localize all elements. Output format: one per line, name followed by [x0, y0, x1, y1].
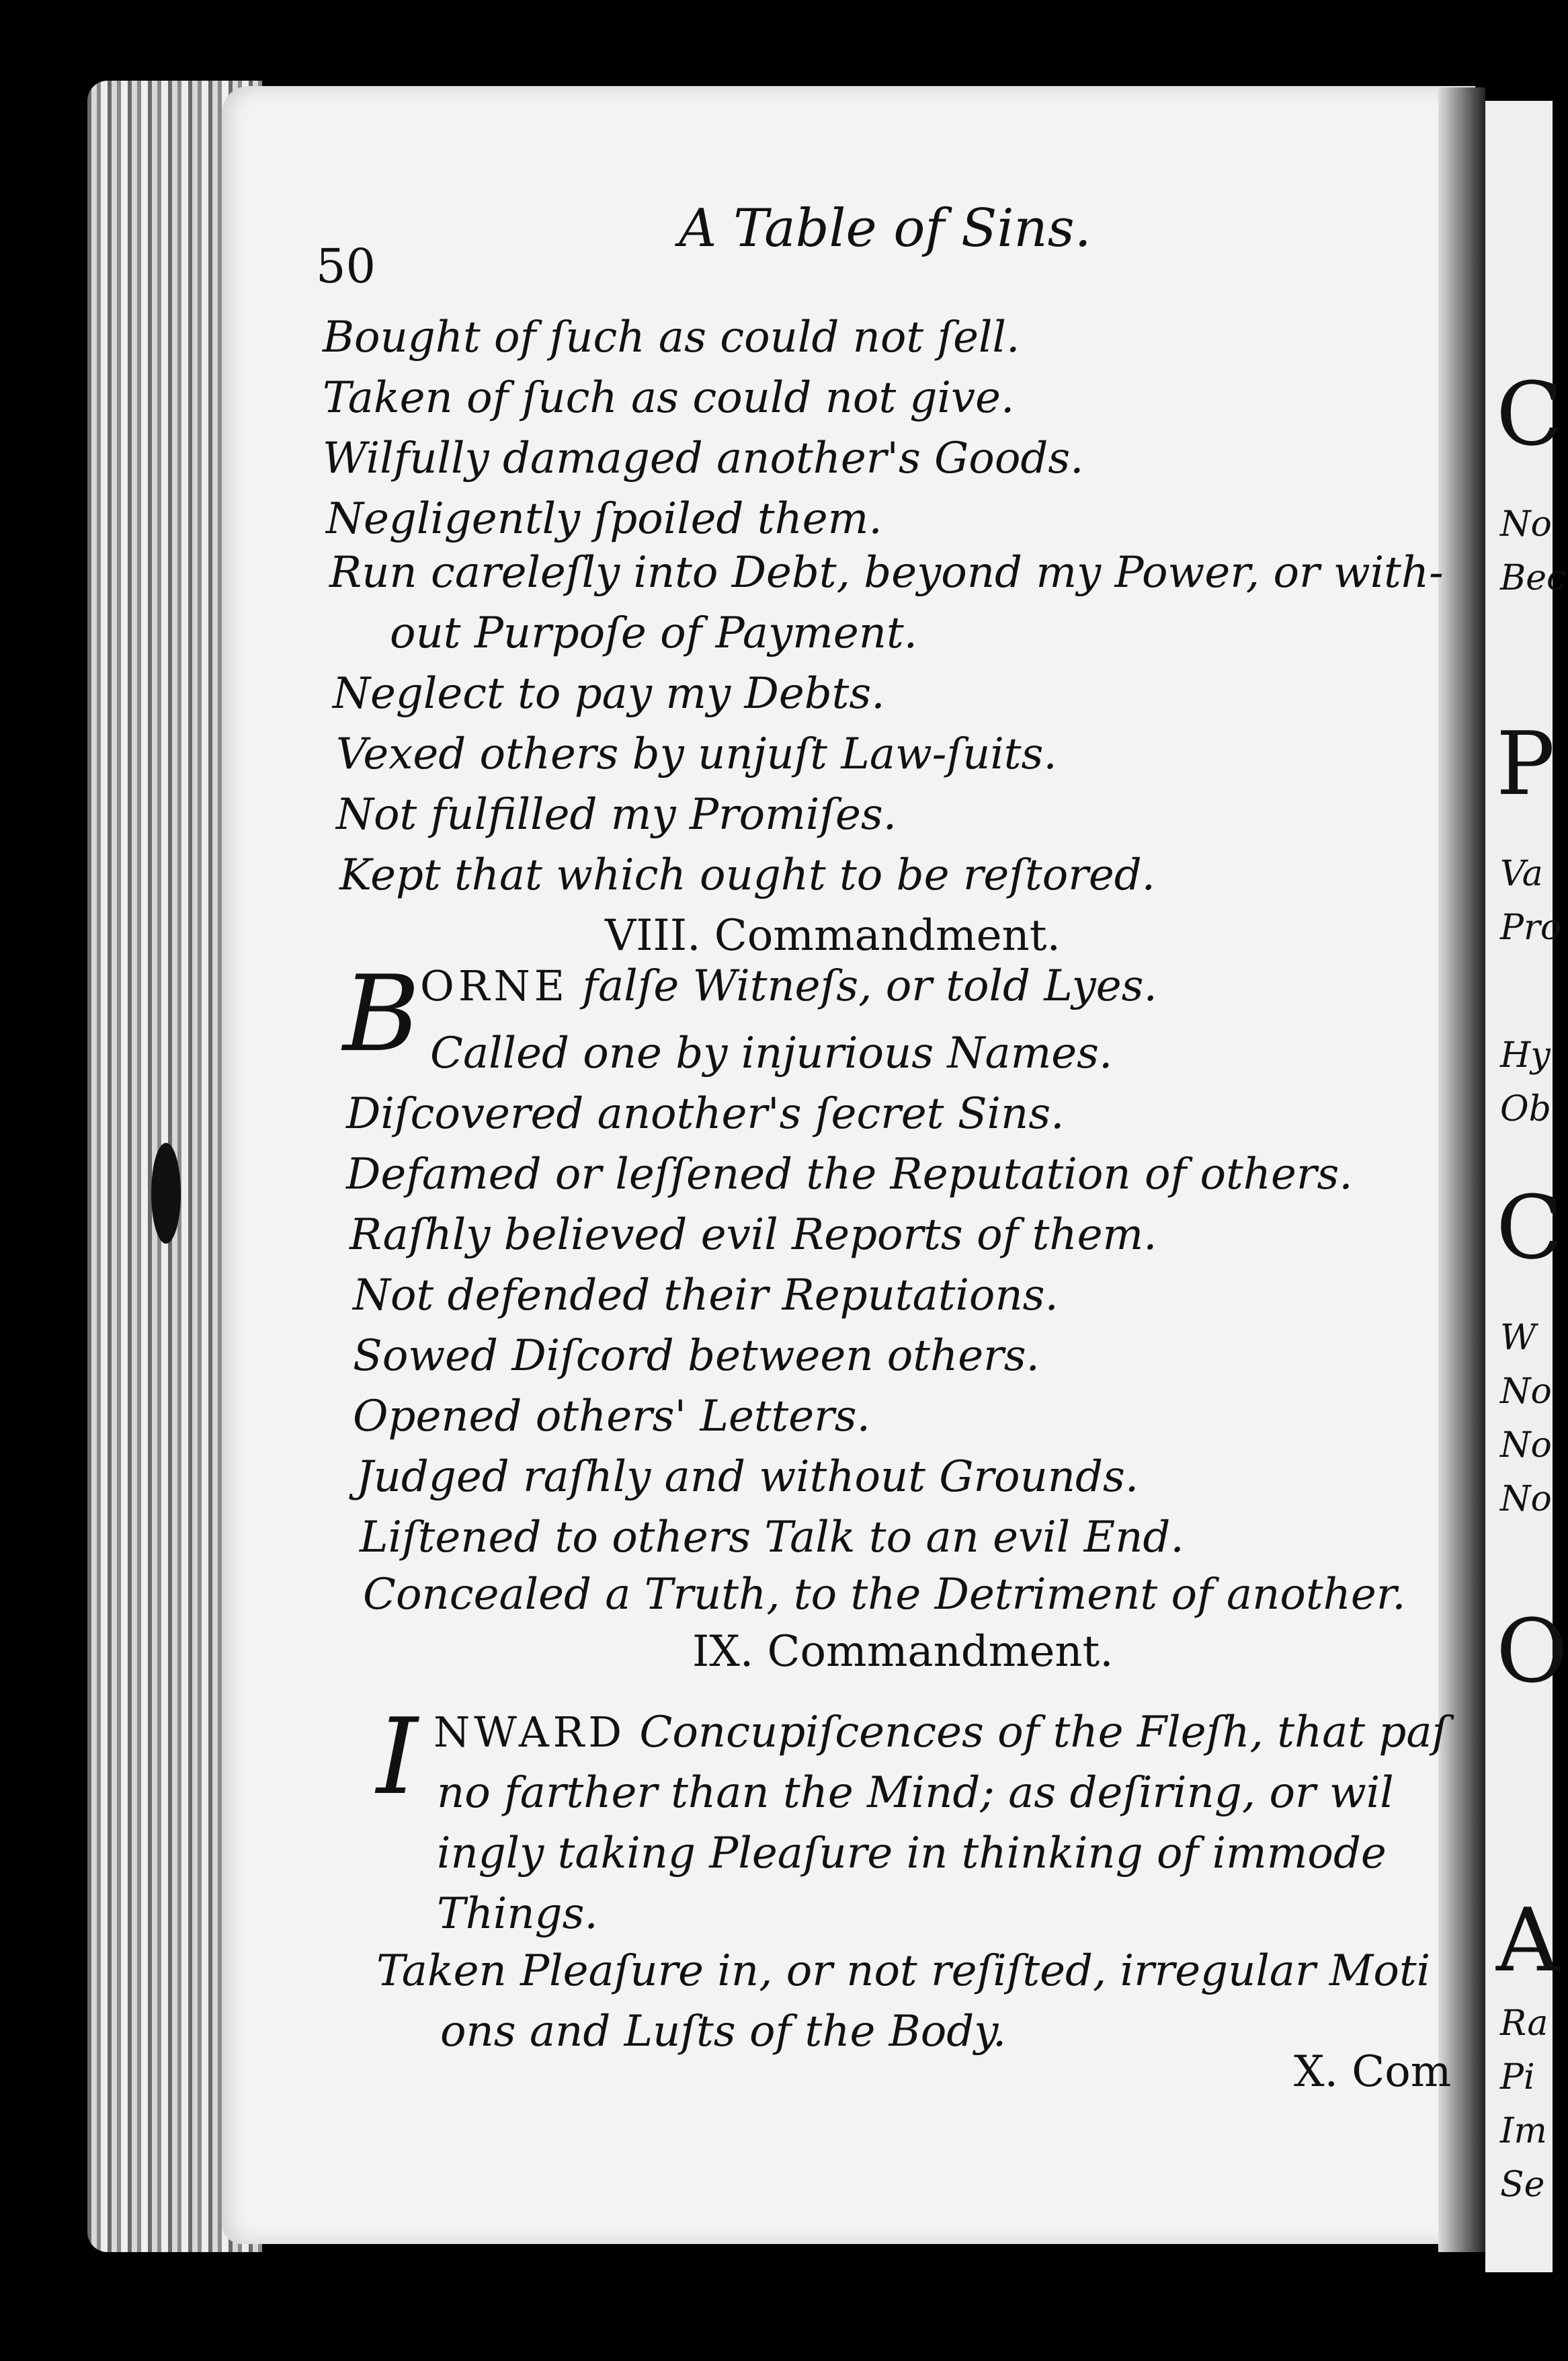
facing-fragment: P: [1496, 713, 1555, 815]
text-line: Run careleſly into Debt, beyond my Power, or with-: [329, 548, 1444, 598]
text-line: Called one by injurious Names.: [430, 1029, 1113, 1078]
text-line: Defamed or leſſened the Reputation of others.: [346, 1150, 1353, 1199]
initial-caps: NWARD: [434, 1708, 626, 1757]
text-line: Not fulfilled my Promiſes.: [336, 790, 897, 840]
facing-fragment: No: [1500, 1425, 1552, 1466]
facing-page: [1485, 101, 1568, 2272]
facing-fragment: No: [1500, 1479, 1552, 1519]
text-line: Vexed others by unjuſt Law-ſuits.: [336, 729, 1057, 779]
facing-fragment: C: [1496, 1176, 1563, 1279]
text-line: Bought of ſuch as could not ſell.: [323, 313, 1020, 362]
section-heading: IX. Commandment.: [692, 1627, 1114, 1677]
text-line: Wilfully damaged another's Goods.: [323, 434, 1084, 483]
text-line: [420, 961, 1157, 1011]
text-line: Sowed Diſcord between others.: [353, 1331, 1040, 1381]
text-run: Concupiſcences of the Fleſh, that paſ: [639, 1708, 1448, 1757]
drop-cap: I: [376, 1695, 418, 1818]
text-line: Diſcovered another's ſecret Sins.: [346, 1089, 1065, 1139]
facing-fragment: Im: [1500, 2111, 1547, 2151]
text-line: Not defended their Reputations.: [353, 1271, 1059, 1320]
text-line: Concealed a Truth, to the Detriment of another.: [363, 1570, 1406, 1619]
text-line: no farther than the Mind; as deſiring, or wil: [437, 1768, 1394, 1818]
text-line: ons and Luſts of the Body.: [440, 2007, 1007, 2056]
text-line: Taken Pleaſure in, or not reſiſted, irregular Moti: [376, 1946, 1431, 1996]
running-head: A Table of Sins.: [679, 198, 1091, 259]
text-line: out Purpoſe of Payment.: [390, 608, 917, 658]
initial-caps: ORNE: [420, 961, 569, 1010]
binding-hole: [151, 1143, 181, 1244]
text-line: Liſtened to others Talk to an evil End.: [360, 1513, 1184, 1562]
section-heading: VIII. Commandment.: [605, 911, 1061, 961]
text-line: Opened others' Letters.: [353, 1392, 870, 1441]
facing-fragment: Se: [1500, 2165, 1545, 2205]
facing-fragment: C: [1496, 363, 1563, 465]
facing-fragment: Va: [1500, 854, 1543, 894]
text-line: Negligently ſpoiled them.: [326, 494, 882, 544]
page-gutter: [1438, 87, 1485, 2252]
facing-fragment: Ob: [1500, 1089, 1551, 1129]
text-line: Neglect to pay my Debts.: [333, 669, 885, 719]
facing-fragment: No: [1500, 1371, 1552, 1412]
facing-fragment: Pro: [1500, 908, 1562, 948]
text-line: ingly taking Pleaſure in thinking of immode: [437, 1829, 1387, 1878]
facing-fragment: O: [1496, 1600, 1568, 1702]
page-number: 50: [316, 239, 376, 294]
drop-cap: B: [343, 953, 420, 1075]
facing-fragment: A: [1496, 1889, 1559, 1991]
facing-fragment: Hy: [1500, 1035, 1551, 1076]
text-line: Taken of ſuch as could not give.: [323, 373, 1015, 423]
text-line: Things.: [437, 1889, 598, 1939]
catchword: X. Com: [1294, 2047, 1452, 2097]
facing-fragment: Bec: [1500, 558, 1567, 598]
text-run: falſe Witneſs, or told Lyes.: [582, 961, 1157, 1011]
facing-fragment: No: [1500, 504, 1552, 545]
facing-fragment: Pi: [1500, 2057, 1535, 2097]
text-line: Raſhly believed evil Reports of them.: [349, 1210, 1157, 1260]
text-line: Kept that which ought to be reſtored.: [339, 850, 1155, 900]
facing-fragment: Ra: [1500, 2003, 1549, 2044]
text-line: [434, 1708, 1448, 1757]
facing-fragment: W: [1500, 1318, 1536, 1358]
text-line: Judged raſhly and without Grounds.: [356, 1452, 1139, 1502]
